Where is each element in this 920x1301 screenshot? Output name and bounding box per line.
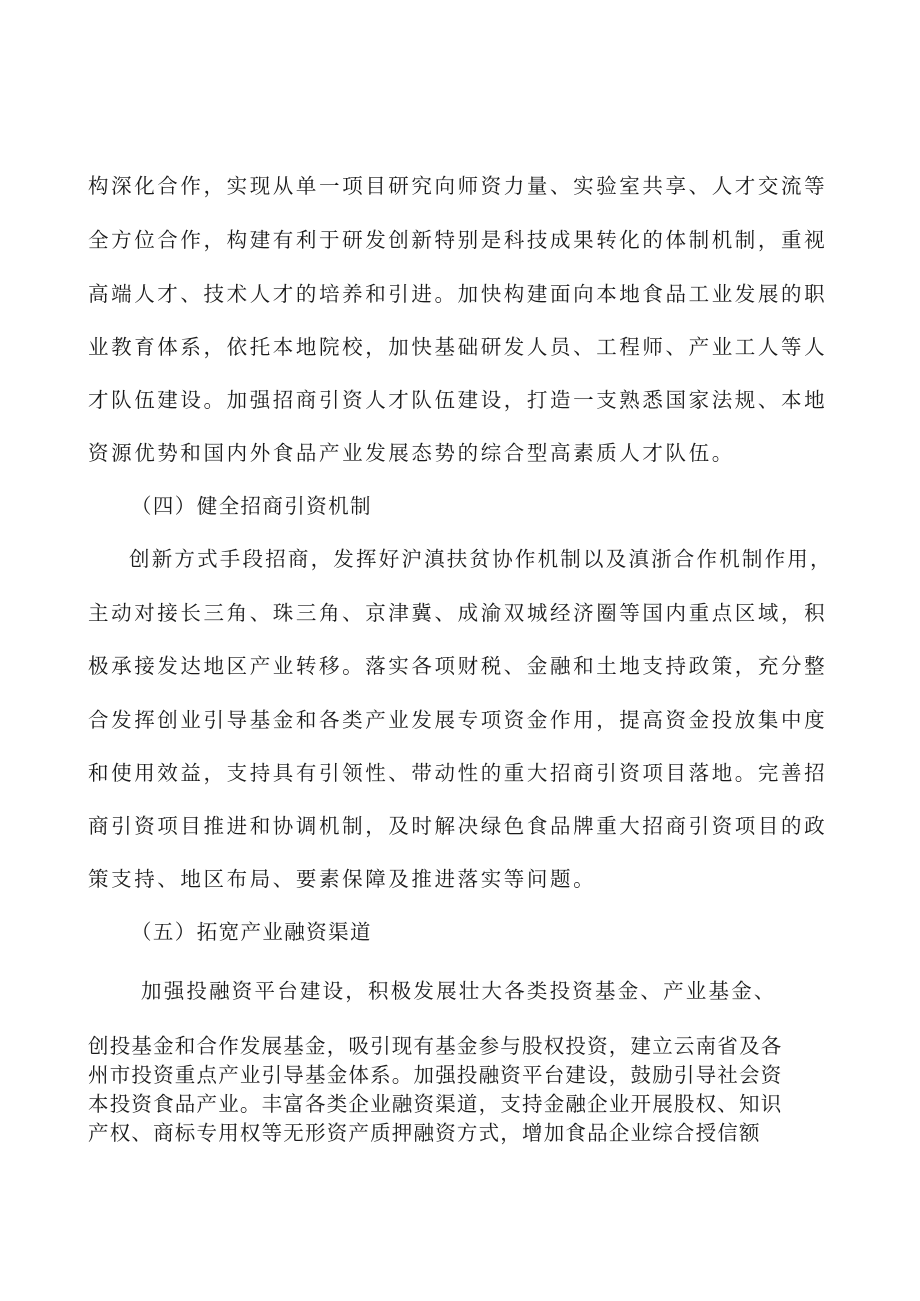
paragraph-line: 加强投融资平台建设，积极发展壮大各类投资基金、产业基金、 [141,979,777,1003]
paragraph-line: 产权、商标专用权等无形资产质押融资方式，增加食品企业综合授信额 [88,1121,761,1145]
paragraph-line: 业教育体系，依托本地院校，加快基础研发人员、工程师、产业工人等人 [88,335,828,359]
paragraph-line: 和使用效益，支持具有引领性、带动性的重大招商引资项目落地。完善招 [88,761,828,785]
section-heading-5: （五）拓宽产业融资渠道 [131,920,372,944]
section-heading-4: （四）健全招商引资机制 [131,494,372,518]
paragraph-line: 本投资食品产业。丰富各类企业融资渠道，支持金融企业开展股权、知识 [88,1092,783,1116]
paragraph-line: 创新方式手段招商，发挥好沪滇扶贫协作机制以及滇浙合作机制作用， [129,547,833,571]
paragraph-line: 极承接发达地区产业转移。落实各项财税、金融和土地支持政策，充分整 [88,654,828,678]
paragraph-line: 州市投资重点产业引导基金体系。加强投融资平台建设，鼓励引导社会资 [88,1063,783,1087]
paragraph-line: 策支持、地区布局、要素保障及推进落实等问题。 [88,867,597,891]
paragraph-line: 才队伍建设。加强招商引资人才队伍建设，打造一支熟悉国家法规、本地 [88,388,828,412]
paragraph-line: 创投基金和合作发展基金，吸引现有基金参与股权投资，建立云南省及各 [88,1034,783,1058]
paragraph-line: 构深化合作，实现从单一项目研究向师资力量、实验室共享、人才交流等 [88,174,828,198]
paragraph-line: 资源优势和国内外食品产业发展态势的综合型高素质人才队伍。 [88,441,735,465]
paragraph-line: 主动对接长三角、珠三角、京津冀、成渝双城经济圈等国内重点区域，积 [88,601,828,625]
paragraph-line: 全方位合作，构建有利于研发创新特别是科技成果转化的体制机制，重视 [88,228,828,252]
paragraph-line: 商引资项目推进和协调机制，及时解决绿色食品牌重大招商引资项目的政 [88,814,828,838]
paragraph-line: 合发挥创业引导基金和各类产业发展专项资金作用，提高资金投放集中度 [88,708,828,732]
paragraph-line: 高端人才、技术人才的培养和引进。加快构建面向本地食品工业发展的职 [88,282,828,306]
